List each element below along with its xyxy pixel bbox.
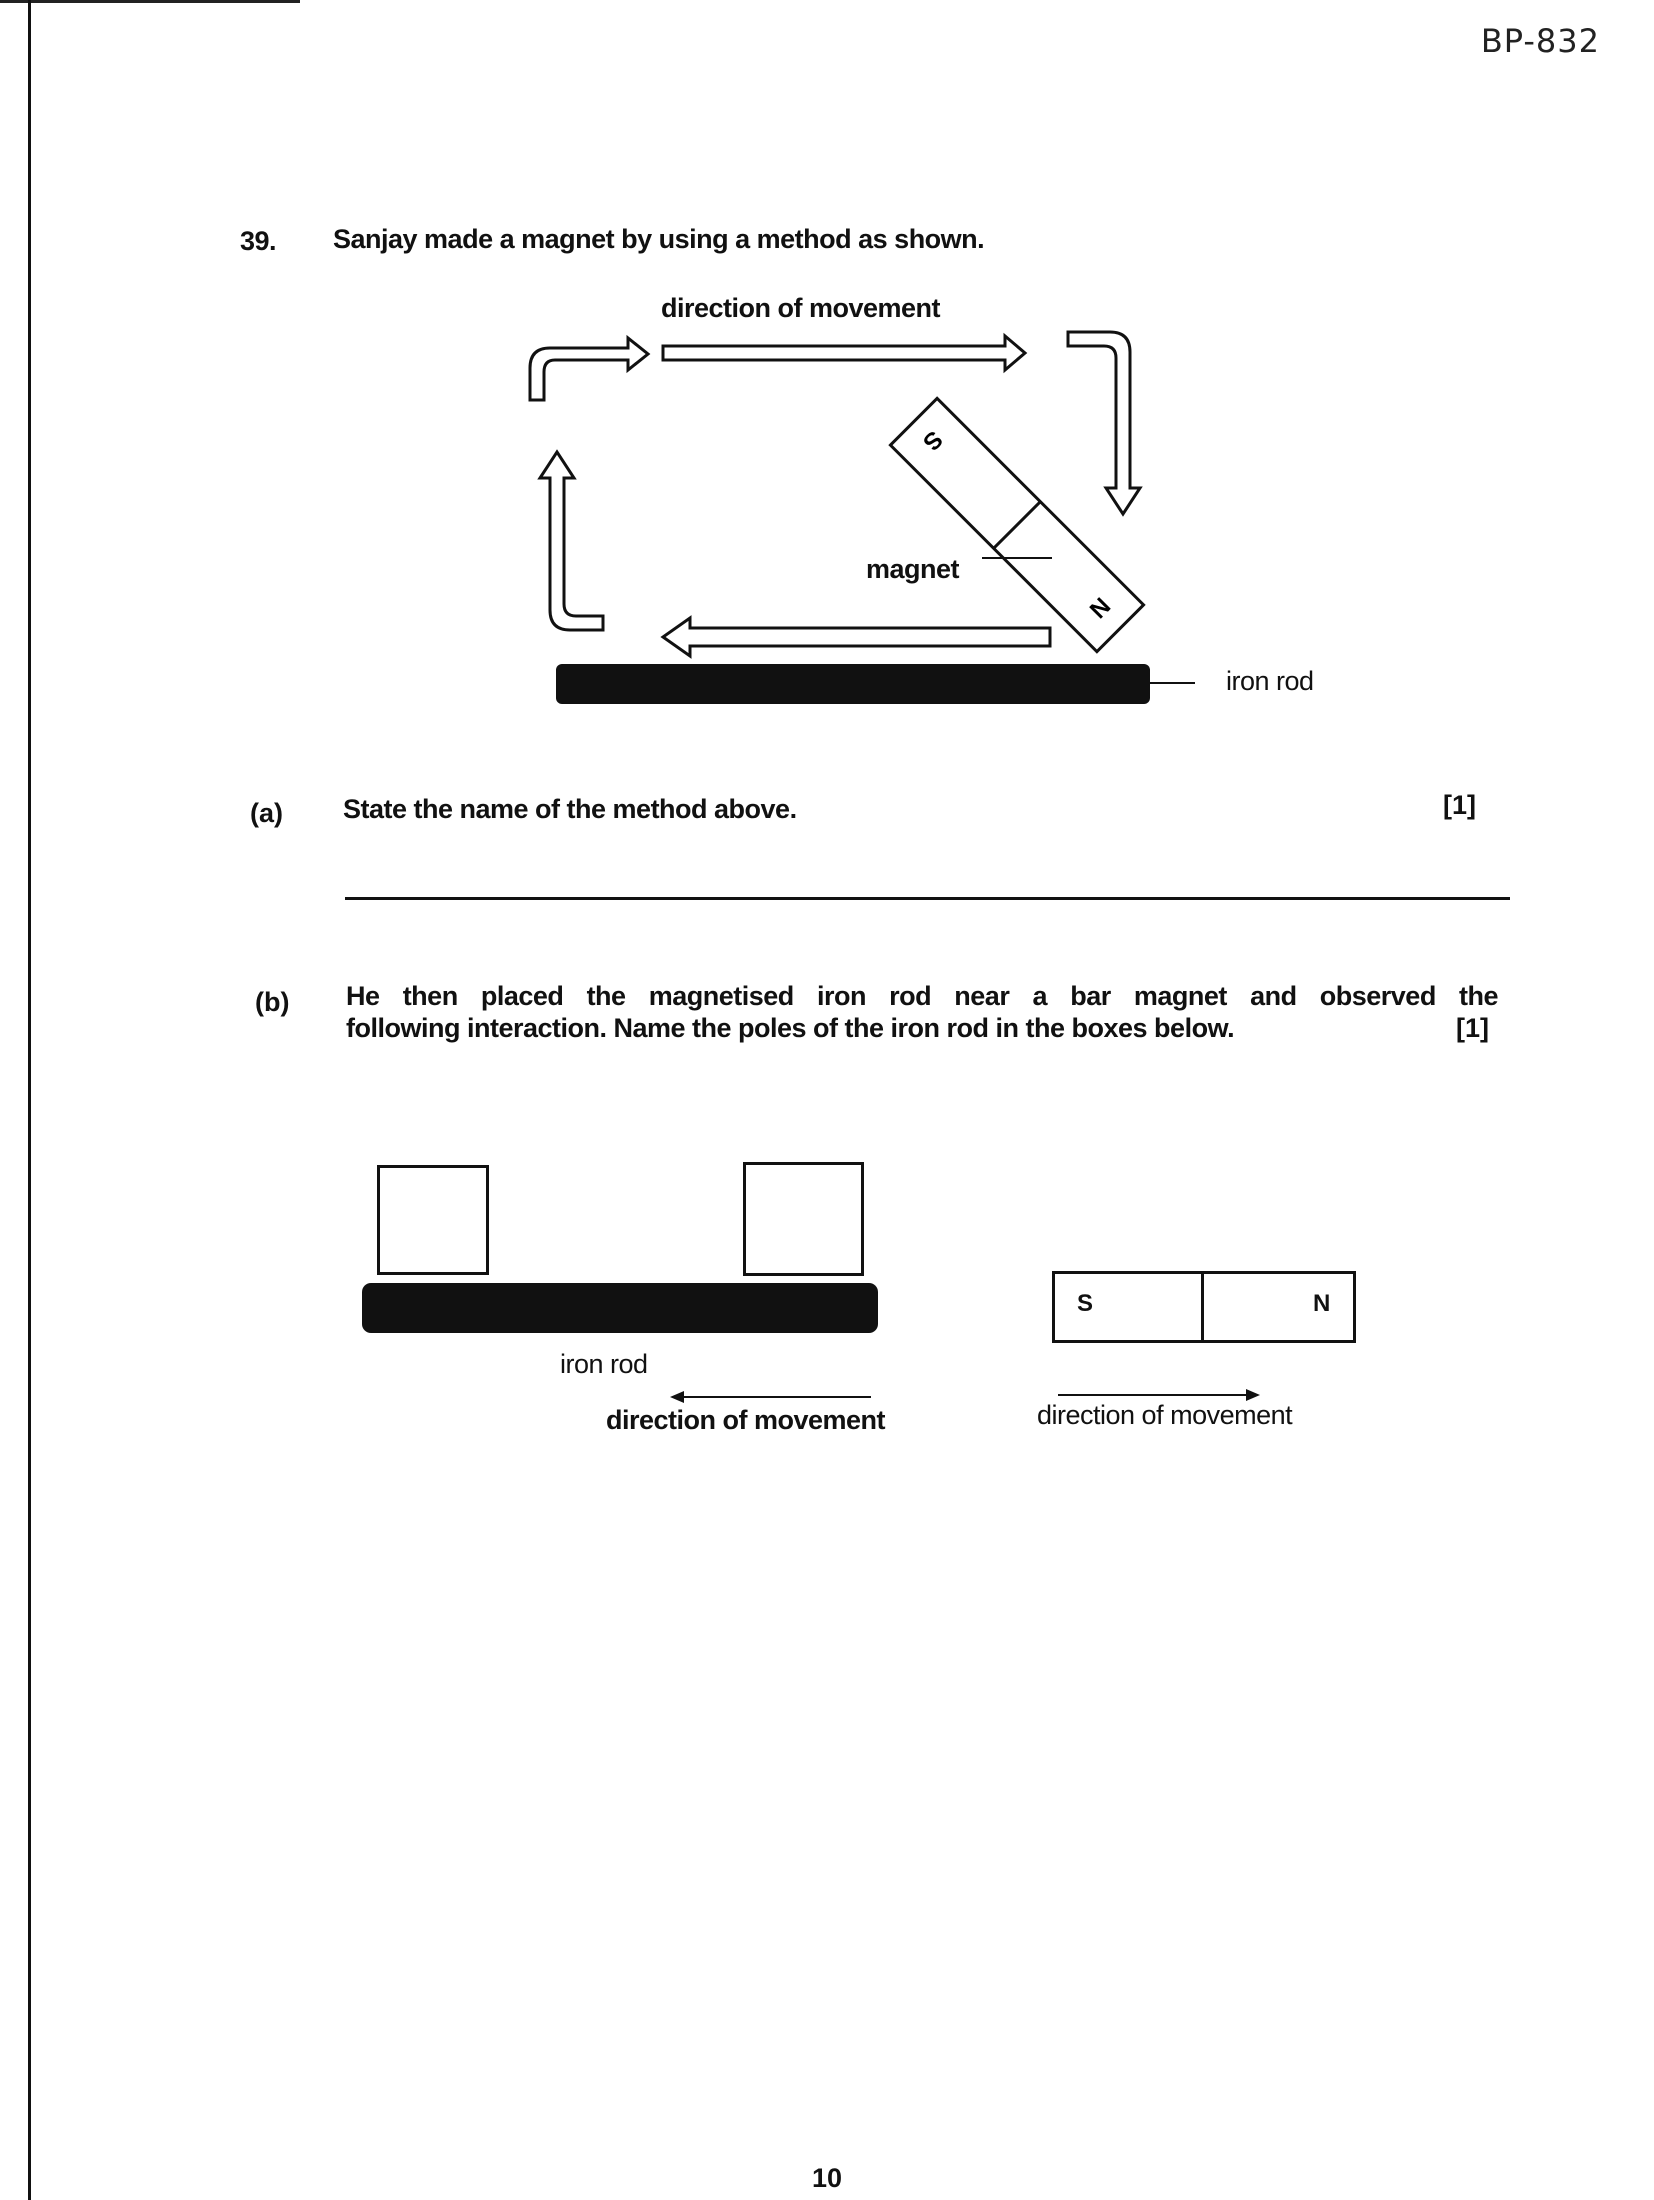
question-stem: Sanjay made a magnet by using a method as shown.: [333, 224, 985, 254]
part-a-label: (a): [250, 798, 283, 828]
bar-magnet-pole-s: S: [1077, 1290, 1094, 1317]
fig2-magnet-movement-label: direction of movement: [1037, 1400, 1293, 1430]
fig1-movement-label: direction of movement: [661, 293, 941, 323]
bar-magnet-pole-n: N: [1313, 1290, 1331, 1317]
page-number: 10: [811, 2163, 843, 2193]
part-b-marks: [1]: [1456, 1013, 1489, 1043]
fig2-iron-rod-label: iron rod: [560, 1349, 648, 1379]
part-a-marks: [1]: [1443, 790, 1476, 820]
part-a-text: State the name of the method above.: [343, 794, 797, 824]
part-b-label: (b): [255, 987, 290, 1017]
fig1-iron-rod-label: iron rod: [1226, 666, 1314, 696]
question-number: 39.: [240, 226, 277, 256]
fig1-magnet-label: magnet: [866, 554, 960, 584]
tilted-magnet-pole-n: N: [1083, 591, 1116, 624]
iron-rod-movement-arrowhead: [670, 1391, 684, 1403]
part-b-text-line-2: following interaction. Name the poles of the iron rod in the boxes below.: [346, 1013, 1235, 1043]
paper-code: BP-832: [1480, 22, 1600, 60]
tilted-magnet-pole-s: S: [917, 425, 948, 456]
part-b-text-line-1: He then placed the magnetised iron rod near a bar magnet and observed the: [346, 981, 1498, 1011]
fig2-rod-movement-label: direction of movement: [606, 1405, 886, 1435]
